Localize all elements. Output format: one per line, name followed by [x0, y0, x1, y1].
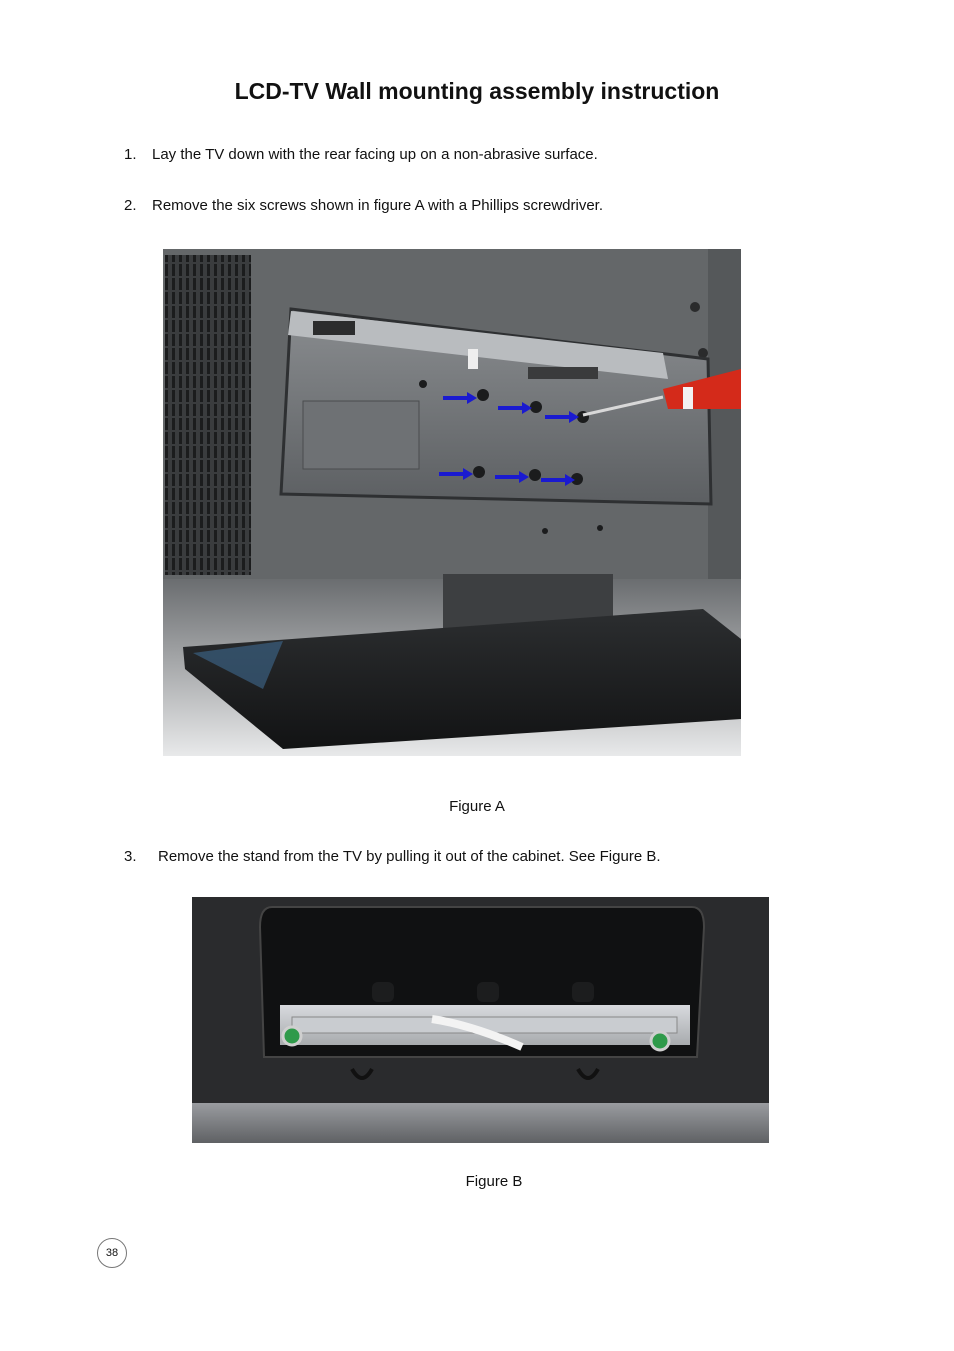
- page-number: 38: [97, 1238, 127, 1268]
- figure-a-caption: Figure A: [449, 798, 505, 815]
- step-number: 1.: [124, 146, 137, 163]
- figure-a-photo: [163, 249, 741, 756]
- step-2: [124, 197, 603, 214]
- page-title: LCD-TV Wall mounting assembly instruction: [234, 78, 720, 104]
- step-text: Remove the stand from the TV by pulling it out of the cabinet. See Figure B.: [158, 848, 661, 865]
- step-text: Lay the TV down with the rear facing up on a non-abrasive surface.: [152, 146, 598, 163]
- step-text: Remove the six screws shown in figure A with a Phillips screwdriver.: [152, 197, 604, 214]
- step-3: [124, 848, 661, 865]
- step-1: [124, 146, 598, 163]
- step-number: 3.: [124, 848, 137, 865]
- figure-b-caption: Figure B: [465, 1173, 523, 1190]
- step-number: 2.: [124, 197, 137, 214]
- figure-b-photo: [192, 897, 769, 1143]
